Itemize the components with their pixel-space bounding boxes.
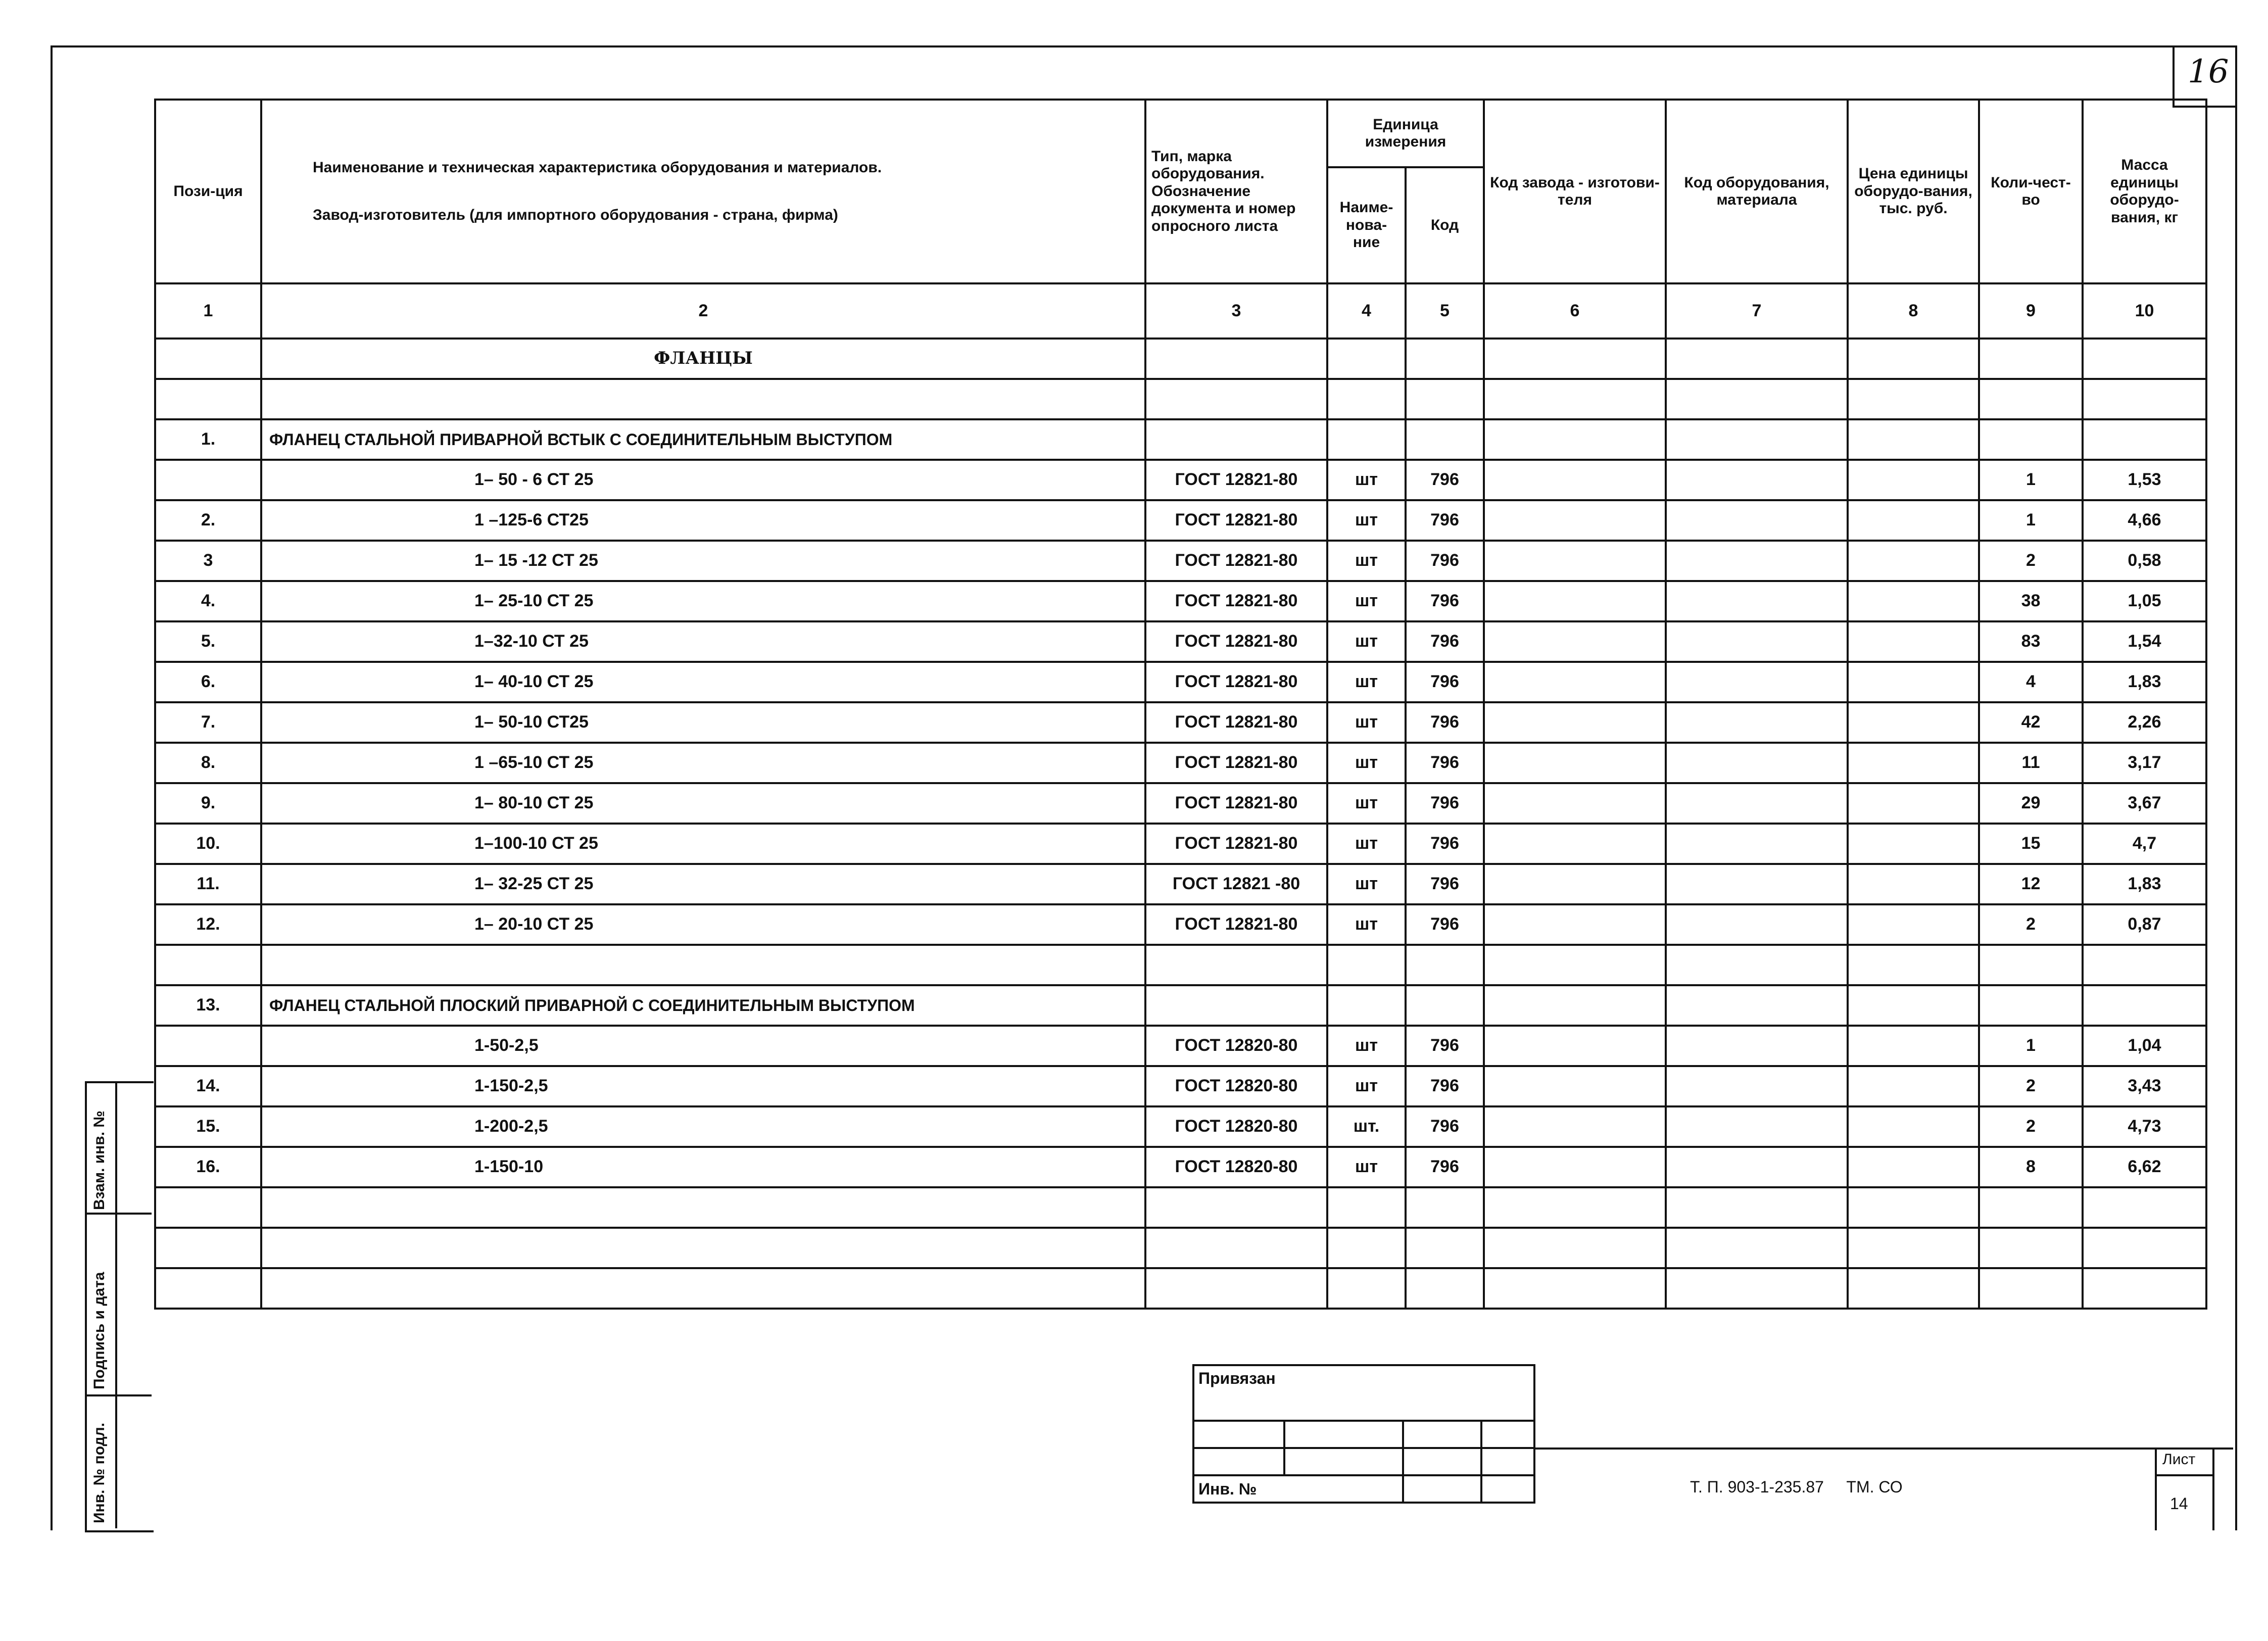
- cell-name: 1– 32-25 СТ 25: [261, 864, 1145, 904]
- cell-unit: [1327, 985, 1406, 1026]
- header-unit-group: Единица измерения: [1327, 100, 1484, 167]
- cell-pos: 10.: [155, 824, 261, 864]
- cell-unit: шт: [1327, 783, 1406, 824]
- cell-empty: [1848, 541, 1979, 581]
- cell-doc: ГОСТ 12821-80: [1145, 500, 1327, 541]
- cell-qty: 83: [1979, 621, 2083, 662]
- cell-empty: [1666, 621, 1848, 662]
- list-label: Лист: [2162, 1451, 2196, 1468]
- cell-pos: [155, 1187, 261, 1228]
- cell-qty: 2: [1979, 1066, 2083, 1106]
- cell-pos: 16.: [155, 1147, 261, 1187]
- cell-mass: [2083, 945, 2206, 985]
- cell-empty: [1848, 581, 1979, 621]
- cell-empty: [1848, 864, 1979, 904]
- cell-name: 1– 50-10 СТ25: [261, 702, 1145, 743]
- section-title: ФЛАНЦЫ: [261, 339, 1145, 379]
- cell-empty: [1484, 379, 1666, 419]
- column-number: 8: [1848, 283, 1979, 339]
- table-row: [155, 945, 2206, 985]
- cell-name: ФЛАНЕЦ СТАЛЬНОЙ ПЛОСКИЙ ПРИВАРНОЙ С СОЕДИНИТЕЛЬНЫМ ВЫСТУПОМ: [261, 985, 1145, 1026]
- cell-qty: 4: [1979, 662, 2083, 702]
- cell-code: 796: [1406, 460, 1484, 500]
- cell-empty: [1666, 1187, 1848, 1228]
- cell-pos: 9.: [155, 783, 261, 824]
- cell-qty: [1979, 985, 2083, 1026]
- cell-empty: [1848, 1106, 1979, 1147]
- cell-doc: [1145, 985, 1327, 1026]
- cell-mass: 4,66: [2083, 500, 2206, 541]
- cell-pos: [155, 945, 261, 985]
- table-row: [155, 824, 2206, 864]
- cell-doc: ГОСТ 12821-80: [1145, 743, 1327, 783]
- cell-empty: [1848, 1147, 1979, 1187]
- cell-pos: 15.: [155, 1106, 261, 1147]
- cell-qty: 8: [1979, 1147, 2083, 1187]
- column-number: 1: [155, 283, 261, 339]
- cell-qty: 2: [1979, 541, 2083, 581]
- cell-unit: шт.: [1327, 1106, 1406, 1147]
- cell-qty: 1: [1979, 1026, 2083, 1066]
- cell-unit: шт: [1327, 1147, 1406, 1187]
- cell-name: 1-150-10: [261, 1147, 1145, 1187]
- cell-empty: [1666, 783, 1848, 824]
- column-number: 5: [1406, 283, 1484, 339]
- cell-empty: [1484, 1147, 1666, 1187]
- cell-empty: [1848, 500, 1979, 541]
- cell-doc: [1145, 419, 1327, 460]
- privyazan-label: Привязан: [1193, 1365, 1534, 1421]
- table-row: [155, 783, 2206, 824]
- cell-qty: 15: [1979, 824, 2083, 864]
- cell-qty: 2: [1979, 904, 2083, 945]
- cell-pos: 2.: [155, 500, 261, 541]
- cell-empty: [1484, 621, 1666, 662]
- cell-mass: 1,53: [2083, 460, 2206, 500]
- cell-name: 1– 80-10 СТ 25: [261, 783, 1145, 824]
- cell-pos: 13.: [155, 985, 261, 1026]
- cell-empty: [1484, 419, 1666, 460]
- column-number: 7: [1666, 283, 1848, 339]
- cell-code: 796: [1406, 500, 1484, 541]
- cell-pos: [155, 460, 261, 500]
- table-row: [155, 1106, 2206, 1147]
- cell-empty: [1848, 945, 1979, 985]
- cell-qty: 38: [1979, 581, 2083, 621]
- cell-code: [1406, 945, 1484, 985]
- cell-empty: [1484, 702, 1666, 743]
- cell-doc: ГОСТ 12821-80: [1145, 783, 1327, 824]
- cell-pos: [155, 1026, 261, 1066]
- cell-code: 796: [1406, 743, 1484, 783]
- cell-code: 796: [1406, 662, 1484, 702]
- list-box-divider: [2155, 1474, 2212, 1476]
- cell-mass: 1,54: [2083, 621, 2206, 662]
- cell-name: 1 –125-6 СТ25: [261, 500, 1145, 541]
- cell-pos: [155, 1228, 261, 1268]
- section-title-row: [155, 339, 2206, 379]
- column-number: 10: [2083, 283, 2206, 339]
- cell-empty: [1484, 945, 1666, 985]
- table-row: [155, 581, 2206, 621]
- cell-empty: [1666, 904, 1848, 945]
- cell-qty: [1979, 419, 2083, 460]
- cell-pos: 1.: [155, 419, 261, 460]
- column-number: 9: [1979, 283, 2083, 339]
- cell-doc: [1145, 1228, 1327, 1268]
- table-row: [155, 460, 2206, 500]
- cell-empty: [1484, 581, 1666, 621]
- header-mass: Масса единицы оборудо-вания, кг: [2083, 100, 2206, 283]
- cell-name: 1– 50 - 6 СТ 25: [261, 460, 1145, 500]
- header-quantity: Коли-чест-во: [1979, 100, 2083, 283]
- cell-pos: 14.: [155, 1066, 261, 1106]
- cell-empty: [1848, 824, 1979, 864]
- cell-name: 1– 40-10 СТ 25: [261, 662, 1145, 702]
- cell-empty: [1848, 662, 1979, 702]
- header-equipment-code: Код оборудования, материала: [1666, 100, 1848, 283]
- cell-code: [1406, 1228, 1484, 1268]
- cell-code: 796: [1406, 1066, 1484, 1106]
- cell-code: 796: [1406, 1106, 1484, 1147]
- cell-qty: 2: [1979, 1106, 2083, 1147]
- cell-unit: [1327, 945, 1406, 985]
- cell-name: 1-50-2,5: [261, 1026, 1145, 1066]
- header-name-line1: Наименование и техническая характеристика оборудования и материалов.: [313, 159, 882, 176]
- cell-unit: шт: [1327, 541, 1406, 581]
- cell-empty: [1484, 904, 1666, 945]
- cell-doc: ГОСТ 12821-80: [1145, 662, 1327, 702]
- cell-mass: 4,7: [2083, 824, 2206, 864]
- cell-qty: [1979, 945, 2083, 985]
- cell-mass: 6,62: [2083, 1147, 2206, 1187]
- cell-mass: 0,58: [2083, 541, 2206, 581]
- header-price: Цена единицы оборудо-вания, тыс. руб.: [1848, 100, 1979, 283]
- cell-empty: [1848, 460, 1979, 500]
- cell-empty: [1484, 460, 1666, 500]
- header-name: [261, 100, 1145, 283]
- column-number: 6: [1484, 283, 1666, 339]
- header-name-line2: Завод-изготовитель (для импортного оборудования - страна, фирма): [313, 207, 838, 223]
- cell-empty: [1484, 541, 1666, 581]
- cell-qty: 42: [1979, 702, 2083, 743]
- cell-name: 1-200-2,5: [261, 1106, 1145, 1147]
- cell-unit: шт: [1327, 1026, 1406, 1066]
- column-number: 2: [261, 283, 1145, 339]
- cell-mass: 1,05: [2083, 581, 2206, 621]
- cell-code: 796: [1406, 904, 1484, 945]
- cell-empty: [1848, 379, 1979, 419]
- cell-unit: [1327, 419, 1406, 460]
- cell-code: [1406, 419, 1484, 460]
- cell-pos: 5.: [155, 621, 261, 662]
- cell-qty: [1979, 1228, 2083, 1268]
- cell-pos: [155, 379, 261, 419]
- cell-pos: 6.: [155, 662, 261, 702]
- cell-doc: ГОСТ 12820-80: [1145, 1066, 1327, 1106]
- cell-empty: [1484, 1268, 1666, 1309]
- cell-mass: [2083, 985, 2206, 1026]
- cell-doc: ГОСТ 12821-80: [1145, 904, 1327, 945]
- cell-empty: [1484, 1228, 1666, 1268]
- cell-empty: [1848, 1026, 1979, 1066]
- cell-qty: 1: [1979, 460, 2083, 500]
- cell-name: 1– 25-10 СТ 25: [261, 581, 1145, 621]
- cell-qty: [1979, 1187, 2083, 1228]
- cell-empty: [1666, 1106, 1848, 1147]
- cell-code: 796: [1406, 1026, 1484, 1066]
- cell-doc: ГОСТ 12821-80: [1145, 702, 1327, 743]
- inv-no-label: Инв. №: [1193, 1475, 1403, 1503]
- cell-mass: 1,83: [2083, 662, 2206, 702]
- table-row: [155, 1228, 2206, 1268]
- cell-mass: 2,26: [2083, 702, 2206, 743]
- side-label-inv-podl: Инв. № подл.: [91, 1422, 108, 1523]
- table-row: [155, 864, 2206, 904]
- side-stamp-divider: [115, 1081, 117, 1528]
- cell-empty: [1484, 1066, 1666, 1106]
- cell-empty: [1666, 419, 1848, 460]
- cell-empty: [1848, 702, 1979, 743]
- cell-code: 796: [1406, 1147, 1484, 1187]
- cell-empty: [1848, 1268, 1979, 1309]
- cell-doc: [1145, 379, 1327, 419]
- cell-empty: [1484, 1106, 1666, 1147]
- table-body: [155, 379, 2206, 1309]
- table-row: [155, 1147, 2206, 1187]
- cell-pos: [155, 1268, 261, 1309]
- cell-qty: [1979, 379, 2083, 419]
- cell-empty: [1666, 702, 1848, 743]
- cell-mass: [2083, 1187, 2206, 1228]
- cell-unit: шт: [1327, 824, 1406, 864]
- cell-empty: [1848, 1066, 1979, 1106]
- specification-table: [154, 99, 2207, 1310]
- table-row: [155, 500, 2206, 541]
- cell-doc: ГОСТ 12820-80: [1145, 1147, 1327, 1187]
- cell-empty: [1666, 945, 1848, 985]
- column-number-row: [155, 283, 2206, 339]
- cell-unit: [1327, 379, 1406, 419]
- cell-qty: 29: [1979, 783, 2083, 824]
- header-type: Тип, марка оборудования. Обозначение документа и номер опросного листа: [1145, 100, 1327, 283]
- cell-doc: ГОСТ 12821-80: [1145, 460, 1327, 500]
- cell-empty: [1666, 1268, 1848, 1309]
- cell-mass: 1,83: [2083, 864, 2206, 904]
- cell-name: [261, 1268, 1145, 1309]
- table-row: [155, 702, 2206, 743]
- cell-name: 1– 15 -12 СТ 25: [261, 541, 1145, 581]
- cell-empty: [1848, 621, 1979, 662]
- cell-doc: ГОСТ 12821-80: [1145, 581, 1327, 621]
- cell-empty: [1848, 904, 1979, 945]
- cell-empty: [1484, 743, 1666, 783]
- side-label-podpis-data: Подпись и дата: [91, 1272, 108, 1389]
- cell-empty: [1666, 662, 1848, 702]
- cell-pos: 7.: [155, 702, 261, 743]
- cell-empty: [1848, 419, 1979, 460]
- cell-empty: [1666, 1228, 1848, 1268]
- cell-doc: [1145, 945, 1327, 985]
- cell-name: 1–32-10 СТ 25: [261, 621, 1145, 662]
- cell-empty: [1484, 662, 1666, 702]
- cell-qty: [1979, 1268, 2083, 1309]
- cell-mass: [2083, 419, 2206, 460]
- cell-empty: [1484, 1026, 1666, 1066]
- cell-doc: [1145, 1268, 1327, 1309]
- cell-name: 1–100-10 СТ 25: [261, 824, 1145, 864]
- cell-unit: шт: [1327, 662, 1406, 702]
- cell-empty: [1666, 864, 1848, 904]
- cell-empty: [1848, 1187, 1979, 1228]
- cell-empty: [1666, 500, 1848, 541]
- corner-sheet-number: 16: [2188, 53, 2229, 90]
- side-stamp-divider: [85, 1213, 152, 1215]
- cell-unit: шт: [1327, 864, 1406, 904]
- side-stamp-divider: [85, 1394, 152, 1396]
- cell-unit: шт: [1327, 904, 1406, 945]
- cell-empty: [1484, 824, 1666, 864]
- cell-empty: [1484, 1187, 1666, 1228]
- header-unit-code: Код: [1406, 167, 1484, 283]
- cell-name: 1 –65-10 СТ 25: [261, 743, 1145, 783]
- column-number: 4: [1327, 283, 1406, 339]
- cell-pos: 4.: [155, 581, 261, 621]
- header-unit-name: Наиме-нова-ние: [1327, 167, 1406, 283]
- cell-unit: шт: [1327, 621, 1406, 662]
- cell-code: 796: [1406, 581, 1484, 621]
- cell-qty: 1: [1979, 500, 2083, 541]
- cell-doc: ГОСТ 12821-80: [1145, 824, 1327, 864]
- table-row: [155, 1026, 2206, 1066]
- cell-empty: [1848, 1228, 1979, 1268]
- cell-empty: [1666, 460, 1848, 500]
- cell-mass: 3,67: [2083, 783, 2206, 824]
- cell-doc: ГОСТ 12820-80: [1145, 1026, 1327, 1066]
- privyazan-stamp: [1192, 1364, 1535, 1504]
- cell-name: [261, 379, 1145, 419]
- cell-code: [1406, 1268, 1484, 1309]
- side-label-vzam-inv: Взам. инв. №: [91, 1111, 108, 1210]
- table-row: [155, 985, 2206, 1026]
- cell-empty: [1666, 985, 1848, 1026]
- cell-empty: [1666, 1026, 1848, 1066]
- cell-mass: 0,87: [2083, 904, 2206, 945]
- column-number: 3: [1145, 283, 1327, 339]
- cell-empty: [1666, 743, 1848, 783]
- header-position: Пози-ция: [155, 100, 261, 283]
- table-row: [155, 379, 2206, 419]
- cell-name: [261, 945, 1145, 985]
- table-row: [155, 541, 2206, 581]
- cell-code: 796: [1406, 783, 1484, 824]
- cell-name: 1– 20-10 СТ 25: [261, 904, 1145, 945]
- cell-mass: [2083, 379, 2206, 419]
- cell-code: 796: [1406, 702, 1484, 743]
- cell-code: 796: [1406, 864, 1484, 904]
- cell-empty: [1484, 500, 1666, 541]
- title-block-line: [1533, 1447, 2233, 1450]
- cell-unit: шт: [1327, 500, 1406, 541]
- cell-empty: [1666, 824, 1848, 864]
- table-row: [155, 1187, 2206, 1228]
- cell-name: ФЛАНЕЦ СТАЛЬНОЙ ПРИВАРНОЙ ВСТЫК С СОЕДИНИТЕЛЬНЫМ ВЫСТУПОМ: [261, 419, 1145, 460]
- cell-unit: шт: [1327, 460, 1406, 500]
- table-row: [155, 621, 2206, 662]
- cell-qty: 11: [1979, 743, 2083, 783]
- cell-code: 796: [1406, 621, 1484, 662]
- cell-mass: 1,04: [2083, 1026, 2206, 1066]
- cell-name: 1-150-2,5: [261, 1066, 1145, 1106]
- cell-empty: [1848, 783, 1979, 824]
- cell-empty: [1666, 379, 1848, 419]
- cell-pos: 11.: [155, 864, 261, 904]
- cell-qty: 12: [1979, 864, 2083, 904]
- cell-doc: [1145, 1187, 1327, 1228]
- cell-code: 796: [1406, 541, 1484, 581]
- cell-unit: шт: [1327, 1066, 1406, 1106]
- cell-pos: 12.: [155, 904, 261, 945]
- table-row: [155, 743, 2206, 783]
- table-row: [155, 1066, 2206, 1106]
- header-factory-code: Код завода - изготови-теля: [1484, 100, 1666, 283]
- table-row: [155, 662, 2206, 702]
- cell-empty: [1484, 864, 1666, 904]
- table-row: [155, 904, 2206, 945]
- cell-empty: [1666, 541, 1848, 581]
- cell-empty: [1666, 581, 1848, 621]
- cell-empty: [1848, 985, 1979, 1026]
- table-row: [155, 1268, 2206, 1309]
- cell-pos: 8.: [155, 743, 261, 783]
- cell-doc: ГОСТ 12821 -80: [1145, 864, 1327, 904]
- cell-unit: шт: [1327, 702, 1406, 743]
- table-row: [155, 419, 2206, 460]
- cell-unit: [1327, 1228, 1406, 1268]
- cell-empty: [1666, 1066, 1848, 1106]
- cell-unit: шт: [1327, 581, 1406, 621]
- designation: Т. П. 903-1-235.87 ТМ. СО: [1690, 1478, 1903, 1496]
- cell-empty: [1484, 783, 1666, 824]
- cell-name: [261, 1187, 1145, 1228]
- cell-doc: ГОСТ 12820-80: [1145, 1106, 1327, 1147]
- cell-code: [1406, 985, 1484, 1026]
- list-number: 14: [2170, 1494, 2188, 1513]
- cell-pos: 3: [155, 541, 261, 581]
- cell-unit: [1327, 1268, 1406, 1309]
- cell-mass: 4,73: [2083, 1106, 2206, 1147]
- cell-unit: [1327, 1187, 1406, 1228]
- cell-mass: 3,43: [2083, 1066, 2206, 1106]
- cell-mass: 3,17: [2083, 743, 2206, 783]
- cell-mass: [2083, 1268, 2206, 1309]
- cell-code: [1406, 379, 1484, 419]
- cell-doc: ГОСТ 12821-80: [1145, 541, 1327, 581]
- cell-code: [1406, 1187, 1484, 1228]
- cell-empty: [1848, 743, 1979, 783]
- cell-empty: [1484, 985, 1666, 1026]
- cell-name: [261, 1228, 1145, 1268]
- cell-mass: [2083, 1228, 2206, 1268]
- cell-unit: шт: [1327, 743, 1406, 783]
- cell-doc: ГОСТ 12821-80: [1145, 621, 1327, 662]
- cell-code: 796: [1406, 824, 1484, 864]
- cell-empty: [1666, 1147, 1848, 1187]
